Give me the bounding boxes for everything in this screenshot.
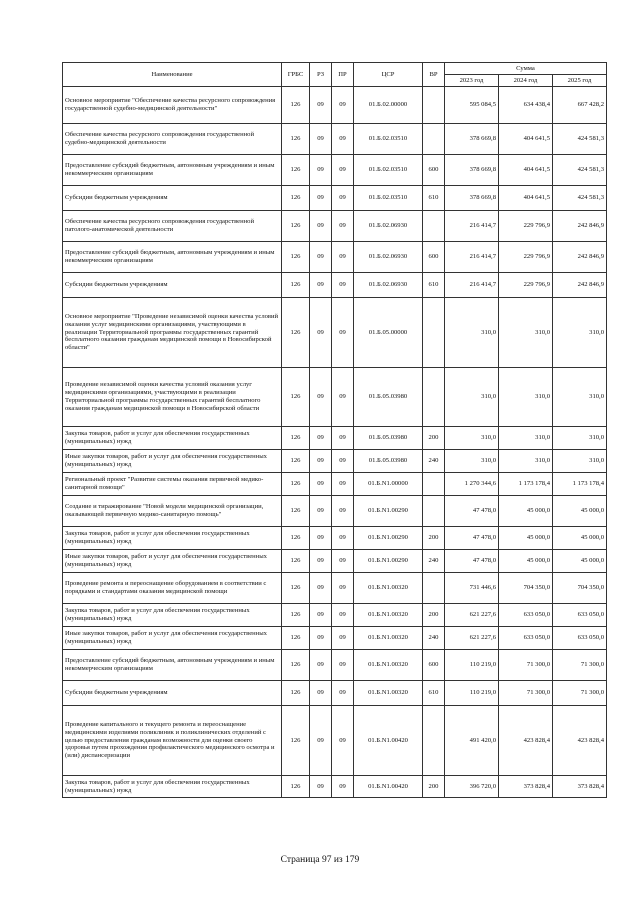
row-sum-2025: 310,0 [553,450,607,473]
table-row [63,573,607,604]
row-pr: 09 [332,681,354,706]
table-row [63,368,607,427]
table-row [63,550,607,573]
row-pr: 09 [332,573,354,604]
row-sum-2024: 45 000,0 [499,550,553,573]
table-row [63,242,607,273]
row-name: Региональный проект "Развитие системы оказания первичной медико-санитарной помощи" [63,473,282,496]
row-sum-2024: 423 828,4 [499,706,553,776]
row-name: Предоставление субсидий бюджетным, автономным учреждениям и иным некоммерческим организациям [63,242,282,273]
row-grbs: 126 [282,298,310,368]
row-sum-2023: 216 414,7 [445,211,499,242]
row-pr: 09 [332,706,354,776]
row-name: Иные закупки товаров, работ и услуг для обеспечения государственных (муниципальных) нужд [63,550,282,573]
row-sum-2024: 229 796,9 [499,211,553,242]
row-sum-2024: 71 300,0 [499,681,553,706]
row-sum-2025: 45 000,0 [553,496,607,527]
row-sum-2024: 229 796,9 [499,273,553,298]
row-rz: 09 [310,550,332,573]
header-pr: ПР [332,63,354,87]
row-grbs: 126 [282,650,310,681]
row-pr: 09 [332,124,354,155]
row-sum-2024: 71 300,0 [499,650,553,681]
row-rz: 09 [310,450,332,473]
row-sum-2025: 310,0 [553,427,607,450]
row-grbs: 126 [282,155,310,186]
header-sum: Сумма [445,63,607,75]
row-sum-2023: 595 084,5 [445,87,499,124]
row-grbs: 126 [282,273,310,298]
row-vr: 610 [423,681,445,706]
table-row [63,604,607,627]
row-rz: 09 [310,242,332,273]
row-csr: 01.Б.N1.00420 [354,706,423,776]
table-row [63,473,607,496]
row-name: Закупка товаров, работ и услуг для обеспечения государственных (муниципальных) нужд [63,427,282,450]
table-row [63,681,607,706]
row-rz: 09 [310,776,332,798]
row-sum-2025: 310,0 [553,368,607,427]
row-name: Предоставление субсидий бюджетным, автономным учреждениям и иным некоммерческим организациям [63,155,282,186]
row-name: Закупка товаров, работ и услуг для обеспечения государственных (муниципальных) нужд [63,604,282,627]
row-grbs: 126 [282,211,310,242]
row-rz: 09 [310,706,332,776]
row-sum-2023: 396 720,0 [445,776,499,798]
row-pr: 09 [332,273,354,298]
row-name: Создание и тиражирование "Новой модели медицинской организации, оказывающей первичную медико-санитарную помощь" [63,496,282,527]
row-vr [423,473,445,496]
row-csr: 01.Б.02.03510 [354,124,423,155]
row-grbs: 126 [282,87,310,124]
row-vr: 600 [423,650,445,681]
row-sum-2024: 310,0 [499,368,553,427]
row-sum-2024: 310,0 [499,427,553,450]
row-sum-2025: 310,0 [553,298,607,368]
row-rz: 09 [310,273,332,298]
row-sum-2025: 424 581,3 [553,186,607,211]
row-sum-2025: 1 173 178,4 [553,473,607,496]
row-sum-2023: 621 227,6 [445,604,499,627]
row-sum-2025: 242 846,9 [553,211,607,242]
row-csr: 01.Б.N1.00290 [354,550,423,573]
row-name: Субсидии бюджетным учреждениям [63,273,282,298]
row-pr: 09 [332,427,354,450]
row-pr: 09 [332,368,354,427]
row-name: Проведение капитального и текущего ремонта и переоснащение медицинскими изделиями поликлиник и поликлинических отделений с целью предоставления гражданам возможности для оценки своего здоровья путем прохождения профилактического медицинского осмотра и (или) диспансеризации [63,706,282,776]
row-sum-2024: 404 641,5 [499,124,553,155]
row-sum-2025: 423 828,4 [553,706,607,776]
row-sum-2023: 47 478,0 [445,496,499,527]
row-name: Проведение независимой оценки качества условий оказания услуг медицинскими организациями, участвующими в реализации Территориальной программы государственных гарантий бесплатного оказания гражданам медицинской помощи в Новосибирской области [63,368,282,427]
row-sum-2023: 310,0 [445,368,499,427]
table-row [63,155,607,186]
row-rz: 09 [310,368,332,427]
row-csr: 01.Б.N1.00320 [354,650,423,681]
row-name: Субсидии бюджетным учреждениям [63,186,282,211]
row-csr: 01.Б.02.06930 [354,242,423,273]
row-rz: 09 [310,681,332,706]
table-header [63,63,607,87]
row-sum-2025: 424 581,3 [553,155,607,186]
row-rz: 09 [310,604,332,627]
header-year-2023: 2023 год [445,75,499,87]
table-row [63,776,607,798]
row-rz: 09 [310,650,332,681]
page-number: Страница 97 из 179 [280,855,360,865]
row-sum-2023: 621 227,6 [445,627,499,650]
row-rz: 09 [310,124,332,155]
row-csr: 01.Б.N1.00290 [354,527,423,550]
row-pr: 09 [332,87,354,124]
row-sum-2024: 634 438,4 [499,87,553,124]
row-sum-2024: 310,0 [499,450,553,473]
row-csr: 01.Б.N1.00420 [354,776,423,798]
table-row [63,706,607,776]
row-rz: 09 [310,186,332,211]
row-sum-2024: 704 350,0 [499,573,553,604]
row-grbs: 126 [282,368,310,427]
row-sum-2025: 633 050,0 [553,604,607,627]
row-csr: 01.Б.N1.00320 [354,681,423,706]
row-sum-2023: 378 669,8 [445,155,499,186]
row-pr: 09 [332,527,354,550]
row-grbs: 126 [282,473,310,496]
row-csr: 01.Б.N1.00320 [354,627,423,650]
row-csr: 01.Б.N1.00320 [354,573,423,604]
row-sum-2023: 216 414,7 [445,242,499,273]
row-csr: 01.Б.05.03980 [354,427,423,450]
row-vr [423,496,445,527]
row-vr: 200 [423,604,445,627]
row-pr: 09 [332,242,354,273]
row-sum-2023: 110 219,0 [445,650,499,681]
row-grbs: 126 [282,124,310,155]
row-grbs: 126 [282,573,310,604]
row-vr [423,298,445,368]
header-rz: РЗ [310,63,332,87]
row-sum-2025: 71 300,0 [553,681,607,706]
table-body [63,87,607,798]
row-name: Основное мероприятие "Обеспечение качества ресурсного сопровождения государственной судебно-медицинской деятельности" [63,87,282,124]
row-pr: 09 [332,155,354,186]
header-grbs: ГРБС [282,63,310,87]
row-grbs: 126 [282,242,310,273]
row-pr: 09 [332,211,354,242]
row-sum-2025: 704 350,0 [553,573,607,604]
row-sum-2024: 310,0 [499,298,553,368]
row-sum-2025: 667 428,2 [553,87,607,124]
row-sum-2025: 242 846,9 [553,242,607,273]
row-vr: 240 [423,627,445,650]
row-vr [423,211,445,242]
row-sum-2025: 373 828,4 [553,776,607,798]
row-grbs: 126 [282,604,310,627]
row-sum-2024: 1 173 178,4 [499,473,553,496]
row-sum-2024: 633 050,0 [499,604,553,627]
row-sum-2023: 378 669,8 [445,186,499,211]
row-grbs: 126 [282,681,310,706]
row-sum-2025: 45 000,0 [553,550,607,573]
row-sum-2024: 45 000,0 [499,496,553,527]
row-sum-2024: 404 641,5 [499,155,553,186]
table-row [63,627,607,650]
row-rz: 09 [310,155,332,186]
table-row [63,87,607,124]
row-sum-2023: 310,0 [445,298,499,368]
row-vr [423,124,445,155]
row-pr: 09 [332,473,354,496]
table-row [63,650,607,681]
row-name: Закупка товаров, работ и услуг для обеспечения государственных (муниципальных) нужд [63,527,282,550]
row-grbs: 126 [282,450,310,473]
header-name: Наименование [63,63,282,87]
row-vr [423,706,445,776]
row-name: Обеспечение качества ресурсного сопровождения государственной судебно-медицинской деятельности [63,124,282,155]
row-sum-2023: 47 478,0 [445,527,499,550]
row-sum-2025: 242 846,9 [553,273,607,298]
row-sum-2024: 633 050,0 [499,627,553,650]
row-pr: 09 [332,298,354,368]
row-csr: 01.Б.05.00000 [354,298,423,368]
row-name: Обеспечение качества ресурсного сопровождения государственной патолого-анатомической деятельности [63,211,282,242]
row-sum-2023: 110 219,0 [445,681,499,706]
row-rz: 09 [310,496,332,527]
table-row [63,496,607,527]
row-grbs: 126 [282,186,310,211]
row-sum-2024: 229 796,9 [499,242,553,273]
row-vr: 610 [423,273,445,298]
row-sum-2025: 633 050,0 [553,627,607,650]
row-sum-2024: 404 641,5 [499,186,553,211]
row-sum-2023: 310,0 [445,427,499,450]
table-row [63,211,607,242]
row-vr: 200 [423,427,445,450]
row-sum-2023: 310,0 [445,450,499,473]
row-name: Предоставление субсидий бюджетным, автономным учреждениям и иным некоммерческим организациям [63,650,282,681]
row-name: Субсидии бюджетным учреждениям [63,681,282,706]
row-vr [423,87,445,124]
row-grbs: 126 [282,427,310,450]
row-pr: 09 [332,627,354,650]
header-year-2024: 2024 год [499,75,553,87]
row-sum-2024: 45 000,0 [499,527,553,550]
row-vr [423,368,445,427]
row-sum-2025: 424 581,3 [553,124,607,155]
row-sum-2023: 491 420,0 [445,706,499,776]
row-grbs: 126 [282,706,310,776]
row-name: Закупка товаров, работ и услуг для обеспечения государственных (муниципальных) нужд [63,776,282,798]
row-sum-2025: 45 000,0 [553,527,607,550]
row-pr: 09 [332,650,354,681]
row-rz: 09 [310,427,332,450]
row-vr: 200 [423,527,445,550]
row-rz: 09 [310,87,332,124]
table-row [63,124,607,155]
row-vr [423,573,445,604]
row-sum-2023: 378 669,8 [445,124,499,155]
row-sum-2023: 731 446,6 [445,573,499,604]
table-row [63,527,607,550]
row-csr: 01.Б.02.03510 [354,186,423,211]
row-csr: 01.Б.05.03980 [354,368,423,427]
row-grbs: 126 [282,527,310,550]
row-vr: 240 [423,450,445,473]
row-vr: 600 [423,242,445,273]
row-grbs: 126 [282,627,310,650]
row-csr: 01.Б.N1.00320 [354,604,423,627]
row-grbs: 126 [282,496,310,527]
row-name: Основное мероприятие "Проведение независимой оценки качества условий оказания услуг медицинскими организациями, участвующими в реализации Территориальной программы государственных гарантий бесплатного оказания гражданам медицинской помощи в Новосибирской области" [63,298,282,368]
row-sum-2023: 1 270 344,6 [445,473,499,496]
row-pr: 09 [332,450,354,473]
row-csr: 01.Б.02.06930 [354,273,423,298]
table-row [63,427,607,450]
row-rz: 09 [310,211,332,242]
row-sum-2024: 373 828,4 [499,776,553,798]
row-rz: 09 [310,473,332,496]
row-vr: 240 [423,550,445,573]
row-pr: 09 [332,550,354,573]
row-pr: 09 [332,776,354,798]
row-csr: 01.Б.N1.00290 [354,496,423,527]
row-csr: 01.Б.02.00000 [354,87,423,124]
row-rz: 09 [310,298,332,368]
row-csr: 01.Б.N1.00000 [354,473,423,496]
header-year-2025: 2025 год [553,75,607,87]
row-vr: 200 [423,776,445,798]
row-grbs: 126 [282,550,310,573]
table-row [63,450,607,473]
row-sum-2023: 47 478,0 [445,550,499,573]
row-pr: 09 [332,604,354,627]
row-csr: 01.Б.05.03980 [354,450,423,473]
row-name: Иные закупки товаров, работ и услуг для обеспечения государственных (муниципальных) нужд [63,627,282,650]
header-vr: ВР [423,63,445,87]
row-name: Проведение ремонта и переоснащение оборудованием в соответствии с порядками и стандартами оказания медицинской помощи [63,573,282,604]
row-csr: 01.Б.02.06930 [354,211,423,242]
row-rz: 09 [310,573,332,604]
table-row [63,273,607,298]
row-sum-2025: 71 300,0 [553,650,607,681]
row-sum-2023: 216 414,7 [445,273,499,298]
row-rz: 09 [310,527,332,550]
row-name: Иные закупки товаров, работ и услуг для обеспечения государственных (муниципальных) нужд [63,450,282,473]
row-vr: 600 [423,155,445,186]
row-grbs: 126 [282,776,310,798]
table-row [63,298,607,368]
row-vr: 610 [423,186,445,211]
row-csr: 01.Б.02.03510 [354,155,423,186]
row-rz: 09 [310,627,332,650]
row-pr: 09 [332,186,354,211]
row-pr: 09 [332,496,354,527]
header-csr: ЦСР [354,63,423,87]
table-row [63,186,607,211]
budget-table [62,62,607,798]
